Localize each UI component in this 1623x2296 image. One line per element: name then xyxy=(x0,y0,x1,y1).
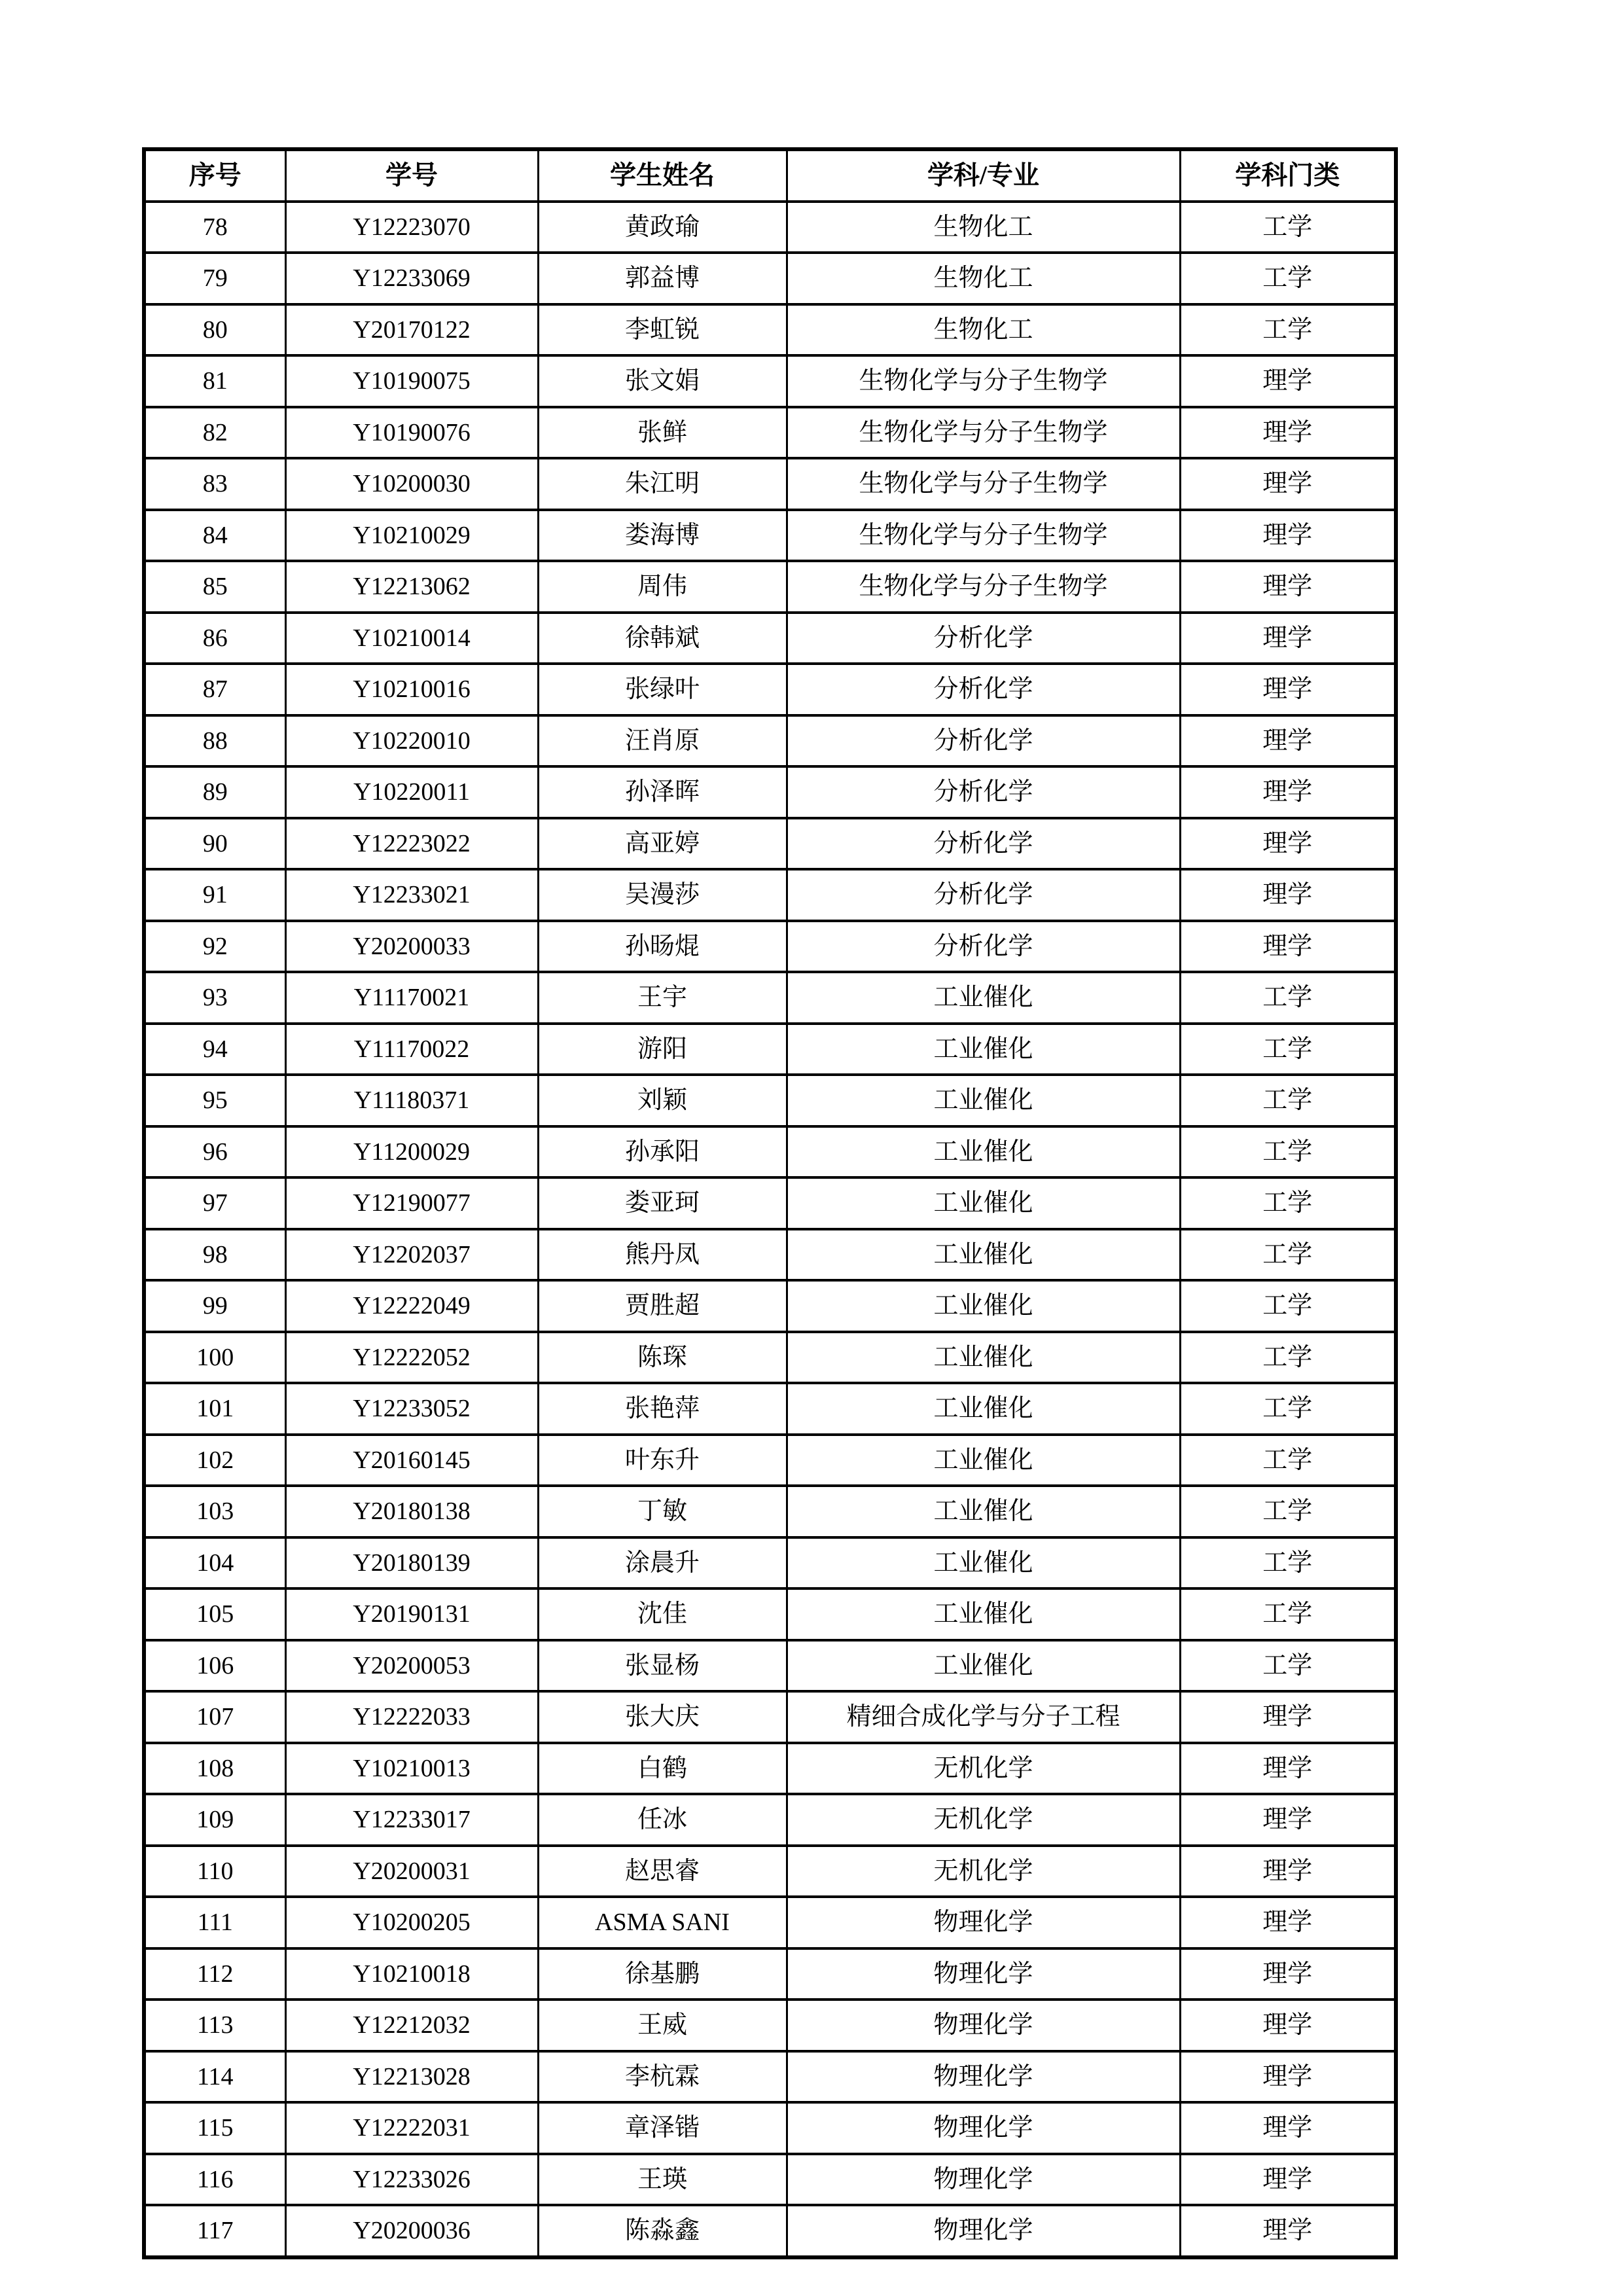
table-cell: Y12223070 xyxy=(285,202,538,253)
table-cell: 分析化学 xyxy=(787,818,1180,870)
table-row xyxy=(144,561,1396,613)
table-cell: 分析化学 xyxy=(787,766,1180,818)
table-cell: 工业催化 xyxy=(787,1537,1180,1589)
table-cell: 娄亚珂 xyxy=(538,1177,787,1229)
table-cell: 114 xyxy=(144,2051,285,2103)
table-cell: 李虹锐 xyxy=(538,304,787,356)
table-cell: 赵思睿 xyxy=(538,1846,787,1897)
table-cell: 孙泽晖 xyxy=(538,766,787,818)
table-cell: 理学 xyxy=(1180,715,1396,767)
table-cell: 工学 xyxy=(1180,1075,1396,1126)
table-cell: 物理化学 xyxy=(787,1948,1180,2000)
table-cell: Y11170021 xyxy=(285,972,538,1024)
table-cell: Y10210016 xyxy=(285,664,538,715)
table-cell: Y12190077 xyxy=(285,1177,538,1229)
table-cell: 分析化学 xyxy=(787,664,1180,715)
table-cell: 无机化学 xyxy=(787,1743,1180,1795)
table-cell: 86 xyxy=(144,613,285,664)
table-cell: 生物化学与分子生物学 xyxy=(787,407,1180,459)
table-body xyxy=(144,202,1396,2257)
table-row xyxy=(144,2000,1396,2051)
table-cell: 109 xyxy=(144,1794,285,1846)
table-row xyxy=(144,510,1396,562)
table-cell: 白鹤 xyxy=(538,1743,787,1795)
table-cell: 生物化学与分子生物学 xyxy=(787,355,1180,407)
table-cell: Y10210014 xyxy=(285,613,538,664)
table-cell: Y10190075 xyxy=(285,355,538,407)
table-cell: 熊丹凤 xyxy=(538,1229,787,1281)
table-cell: 83 xyxy=(144,458,285,510)
table-cell: 高亚婷 xyxy=(538,818,787,870)
table-cell: 无机化学 xyxy=(787,1846,1180,1897)
table-cell: Y12223022 xyxy=(285,818,538,870)
table-cell: 90 xyxy=(144,818,285,870)
table-cell: 99 xyxy=(144,1280,285,1332)
table-cell: 110 xyxy=(144,1846,285,1897)
table-cell: 理学 xyxy=(1180,766,1396,818)
table-cell: Y12222033 xyxy=(285,1691,538,1743)
table-cell: 任冰 xyxy=(538,1794,787,1846)
table-cell: 理学 xyxy=(1180,2205,1396,2257)
table-cell: 工学 xyxy=(1180,1177,1396,1229)
table-row xyxy=(144,2051,1396,2103)
table-cell: Y12233021 xyxy=(285,869,538,921)
table-cell: 沈佳 xyxy=(538,1588,787,1640)
table-cell: 吴漫莎 xyxy=(538,869,787,921)
table-cell: 79 xyxy=(144,253,285,304)
table-cell: Y12213028 xyxy=(285,2051,538,2103)
table-row xyxy=(144,2205,1396,2257)
table-row xyxy=(144,1794,1396,1846)
table-cell: 理学 xyxy=(1180,921,1396,973)
table-row xyxy=(144,1897,1396,1948)
table-cell: 生物化工 xyxy=(787,253,1180,304)
table-cell: Y20200036 xyxy=(285,2205,538,2257)
table-row xyxy=(144,407,1396,459)
table-cell: 物理化学 xyxy=(787,2205,1180,2257)
table-row xyxy=(144,1640,1396,1692)
table-cell: 徐韩斌 xyxy=(538,613,787,664)
table-cell: 王宇 xyxy=(538,972,787,1024)
document-page xyxy=(142,147,1398,2259)
table-cell: 工业催化 xyxy=(787,1075,1180,1126)
table-cell: 工学 xyxy=(1180,1024,1396,1075)
table-cell: 理学 xyxy=(1180,2102,1396,2154)
table-row xyxy=(144,1177,1396,1229)
table-cell: Y10210018 xyxy=(285,1948,538,2000)
table-cell: Y10190076 xyxy=(285,407,538,459)
table-cell: 工业催化 xyxy=(787,1383,1180,1435)
table-cell: 94 xyxy=(144,1024,285,1075)
table-row xyxy=(144,715,1396,767)
table-cell: 92 xyxy=(144,921,285,973)
table-row xyxy=(144,1691,1396,1743)
table-cell: Y12233026 xyxy=(285,2154,538,2206)
table-cell: 理学 xyxy=(1180,1691,1396,1743)
table-cell: 81 xyxy=(144,355,285,407)
table-row xyxy=(144,766,1396,818)
table-cell: 王瑛 xyxy=(538,2154,787,2206)
table-cell: Y20190131 xyxy=(285,1588,538,1640)
table-cell: 生物化学与分子生物学 xyxy=(787,561,1180,613)
table-row xyxy=(144,818,1396,870)
table-cell: Y10200205 xyxy=(285,1897,538,1948)
table-cell: 理学 xyxy=(1180,613,1396,664)
table-cell: 87 xyxy=(144,664,285,715)
table-cell: 理学 xyxy=(1180,869,1396,921)
table-cell: 理学 xyxy=(1180,1846,1396,1897)
table-cell: 汪肖原 xyxy=(538,715,787,767)
table-cell: Y10210029 xyxy=(285,510,538,562)
table-cell: 张文娟 xyxy=(538,355,787,407)
column-header: 序号 xyxy=(144,149,285,202)
table-cell: 97 xyxy=(144,1177,285,1229)
table-cell: 工业催化 xyxy=(787,972,1180,1024)
table-row xyxy=(144,1743,1396,1795)
table-cell: 理学 xyxy=(1180,561,1396,613)
table-cell: Y12202037 xyxy=(285,1229,538,1281)
table-cell: 娄海博 xyxy=(538,510,787,562)
table-cell: 工业催化 xyxy=(787,1024,1180,1075)
table-cell: 100 xyxy=(144,1332,285,1384)
table-cell: 周伟 xyxy=(538,561,787,613)
table-cell: 物理化学 xyxy=(787,1897,1180,1948)
table-row xyxy=(144,1332,1396,1384)
table-cell: 理学 xyxy=(1180,1948,1396,2000)
table-cell: Y20180138 xyxy=(285,1486,538,1537)
table-cell: 102 xyxy=(144,1435,285,1486)
table-cell: Y20160145 xyxy=(285,1435,538,1486)
table-row xyxy=(144,355,1396,407)
table-cell: Y20200031 xyxy=(285,1846,538,1897)
table-cell: 陈琛 xyxy=(538,1332,787,1384)
table-cell: 工学 xyxy=(1180,253,1396,304)
table-cell: 叶东升 xyxy=(538,1435,787,1486)
table-cell: 生物化学与分子生物学 xyxy=(787,458,1180,510)
table-cell: Y20180139 xyxy=(285,1537,538,1589)
table-cell: 理学 xyxy=(1180,664,1396,715)
table-cell: 工学 xyxy=(1180,1126,1396,1178)
table-cell: 丁敏 xyxy=(538,1486,787,1537)
table-cell: 涂晨升 xyxy=(538,1537,787,1589)
table-row xyxy=(144,2102,1396,2154)
table-cell: 理学 xyxy=(1180,458,1396,510)
table-cell: 96 xyxy=(144,1126,285,1178)
table-row xyxy=(144,458,1396,510)
column-header: 学生姓名 xyxy=(538,149,787,202)
table-header xyxy=(144,149,1396,202)
table-cell: 116 xyxy=(144,2154,285,2206)
table-cell: 89 xyxy=(144,766,285,818)
table-row xyxy=(144,1537,1396,1589)
table-cell: Y12233017 xyxy=(285,1794,538,1846)
table-row xyxy=(144,664,1396,715)
table-cell: 工学 xyxy=(1180,304,1396,356)
table-cell: Y10220010 xyxy=(285,715,538,767)
table-cell: 工学 xyxy=(1180,1383,1396,1435)
table-row xyxy=(144,1588,1396,1640)
table-cell: 工业催化 xyxy=(787,1588,1180,1640)
table-cell: 生物化工 xyxy=(787,304,1180,356)
table-cell: Y20170122 xyxy=(285,304,538,356)
table-cell: 孙承阳 xyxy=(538,1126,787,1178)
table-cell: 103 xyxy=(144,1486,285,1537)
table-row xyxy=(144,1383,1396,1435)
table-cell: 78 xyxy=(144,202,285,253)
table-cell: 分析化学 xyxy=(787,613,1180,664)
table-cell: Y12233052 xyxy=(285,1383,538,1435)
table-cell: 孙旸焜 xyxy=(538,921,787,973)
column-header: 学科门类 xyxy=(1180,149,1396,202)
table-cell: 104 xyxy=(144,1537,285,1589)
table-cell: 黄政瑜 xyxy=(538,202,787,253)
table-cell: 111 xyxy=(144,1897,285,1948)
table-cell: 张艳萍 xyxy=(538,1383,787,1435)
table-cell: Y11200029 xyxy=(285,1126,538,1178)
table-row xyxy=(144,1126,1396,1178)
table-cell: 刘颖 xyxy=(538,1075,787,1126)
table-cell: 工业催化 xyxy=(787,1435,1180,1486)
header-row xyxy=(144,149,1396,202)
table-cell: 101 xyxy=(144,1383,285,1435)
table-cell: 98 xyxy=(144,1229,285,1281)
table-row xyxy=(144,1435,1396,1486)
table-cell: Y10200030 xyxy=(285,458,538,510)
table-cell: 分析化学 xyxy=(787,869,1180,921)
table-cell: 理学 xyxy=(1180,1743,1396,1795)
table-cell: 95 xyxy=(144,1075,285,1126)
table-cell: 117 xyxy=(144,2205,285,2257)
table-cell: 理学 xyxy=(1180,1794,1396,1846)
table-cell: 理学 xyxy=(1180,2051,1396,2103)
table-cell: 分析化学 xyxy=(787,715,1180,767)
table-row xyxy=(144,1846,1396,1897)
table-cell: 物理化学 xyxy=(787,2102,1180,2154)
table-row xyxy=(144,202,1396,253)
table-cell: 物理化学 xyxy=(787,2051,1180,2103)
table-cell: 张显杨 xyxy=(538,1640,787,1692)
table-cell: 113 xyxy=(144,2000,285,2051)
table-cell: 张绿叶 xyxy=(538,664,787,715)
table-cell: 工学 xyxy=(1180,1486,1396,1537)
table-cell: 物理化学 xyxy=(787,2154,1180,2206)
table-cell: Y12233069 xyxy=(285,253,538,304)
table-cell: 工学 xyxy=(1180,1640,1396,1692)
table-cell: Y10210013 xyxy=(285,1743,538,1795)
table-cell: Y12213062 xyxy=(285,561,538,613)
table-cell: 106 xyxy=(144,1640,285,1692)
table-row xyxy=(144,1075,1396,1126)
table-cell: 王威 xyxy=(538,2000,787,2051)
table-cell: Y11180371 xyxy=(285,1075,538,1126)
table-cell: 物理化学 xyxy=(787,2000,1180,2051)
table-row xyxy=(144,869,1396,921)
column-header: 学科/专业 xyxy=(787,149,1180,202)
table-cell: 工学 xyxy=(1180,972,1396,1024)
table-row xyxy=(144,1486,1396,1537)
table-cell: 80 xyxy=(144,304,285,356)
table-cell: 理学 xyxy=(1180,818,1396,870)
table-cell: 91 xyxy=(144,869,285,921)
table-cell: 85 xyxy=(144,561,285,613)
table-cell: 工业催化 xyxy=(787,1640,1180,1692)
table-cell: 精细合成化学与分子工程 xyxy=(787,1691,1180,1743)
table-cell: 朱江明 xyxy=(538,458,787,510)
table-row xyxy=(144,1280,1396,1332)
table-cell: 工学 xyxy=(1180,1588,1396,1640)
table-row xyxy=(144,921,1396,973)
table-cell: 分析化学 xyxy=(787,921,1180,973)
table-cell: 工业催化 xyxy=(787,1332,1180,1384)
table-cell: 张鲜 xyxy=(538,407,787,459)
table-row xyxy=(144,1024,1396,1075)
table-row xyxy=(144,253,1396,304)
table-cell: 郭益博 xyxy=(538,253,787,304)
column-header: 学号 xyxy=(285,149,538,202)
table-cell: 理学 xyxy=(1180,2154,1396,2206)
table-cell: 理学 xyxy=(1180,510,1396,562)
table-cell: 理学 xyxy=(1180,2000,1396,2051)
table-cell: 理学 xyxy=(1180,407,1396,459)
table-cell: Y12222031 xyxy=(285,2102,538,2154)
table-cell: 无机化学 xyxy=(787,1794,1180,1846)
table-cell: 生物化工 xyxy=(787,202,1180,253)
table-cell: 115 xyxy=(144,2102,285,2154)
table-cell: 生物化学与分子生物学 xyxy=(787,510,1180,562)
table-cell: 88 xyxy=(144,715,285,767)
student-roster-table xyxy=(142,147,1398,2259)
table-cell: 徐基鹏 xyxy=(538,1948,787,2000)
table-cell: 游阳 xyxy=(538,1024,787,1075)
table-cell: 贾胜超 xyxy=(538,1280,787,1332)
table-cell: 理学 xyxy=(1180,355,1396,407)
table-cell: 93 xyxy=(144,972,285,1024)
table-cell: Y12222049 xyxy=(285,1280,538,1332)
table-cell: 李杭霖 xyxy=(538,2051,787,2103)
table-cell: Y11170022 xyxy=(285,1024,538,1075)
table-row xyxy=(144,2154,1396,2206)
table-cell: 108 xyxy=(144,1743,285,1795)
table-cell: 工学 xyxy=(1180,1435,1396,1486)
table-cell: 107 xyxy=(144,1691,285,1743)
table-cell: 112 xyxy=(144,1948,285,2000)
table-row xyxy=(144,304,1396,356)
table-cell: 84 xyxy=(144,510,285,562)
table-cell: 工学 xyxy=(1180,1280,1396,1332)
table-cell: 工业催化 xyxy=(787,1486,1180,1537)
table-cell: ASMA SANI xyxy=(538,1897,787,1948)
table-cell: Y20200033 xyxy=(285,921,538,973)
table-cell: 工业催化 xyxy=(787,1229,1180,1281)
table-cell: 章泽锴 xyxy=(538,2102,787,2154)
table-cell: 理学 xyxy=(1180,1897,1396,1948)
table-cell: 工业催化 xyxy=(787,1126,1180,1178)
table-cell: Y20200053 xyxy=(285,1640,538,1692)
table-row xyxy=(144,613,1396,664)
table-row xyxy=(144,972,1396,1024)
table-row xyxy=(144,1229,1396,1281)
table-cell: 工业催化 xyxy=(787,1177,1180,1229)
table-cell: Y10220011 xyxy=(285,766,538,818)
table-cell: 105 xyxy=(144,1588,285,1640)
table-cell: 工学 xyxy=(1180,202,1396,253)
table-cell: Y12222052 xyxy=(285,1332,538,1384)
table-cell: 工学 xyxy=(1180,1229,1396,1281)
table-cell: 陈淼鑫 xyxy=(538,2205,787,2257)
table-cell: 工业催化 xyxy=(787,1280,1180,1332)
table-cell: 82 xyxy=(144,407,285,459)
table-cell: Y12212032 xyxy=(285,2000,538,2051)
table-row xyxy=(144,1948,1396,2000)
table-cell: 工学 xyxy=(1180,1332,1396,1384)
table-cell: 工学 xyxy=(1180,1537,1396,1589)
table-cell: 张大庆 xyxy=(538,1691,787,1743)
